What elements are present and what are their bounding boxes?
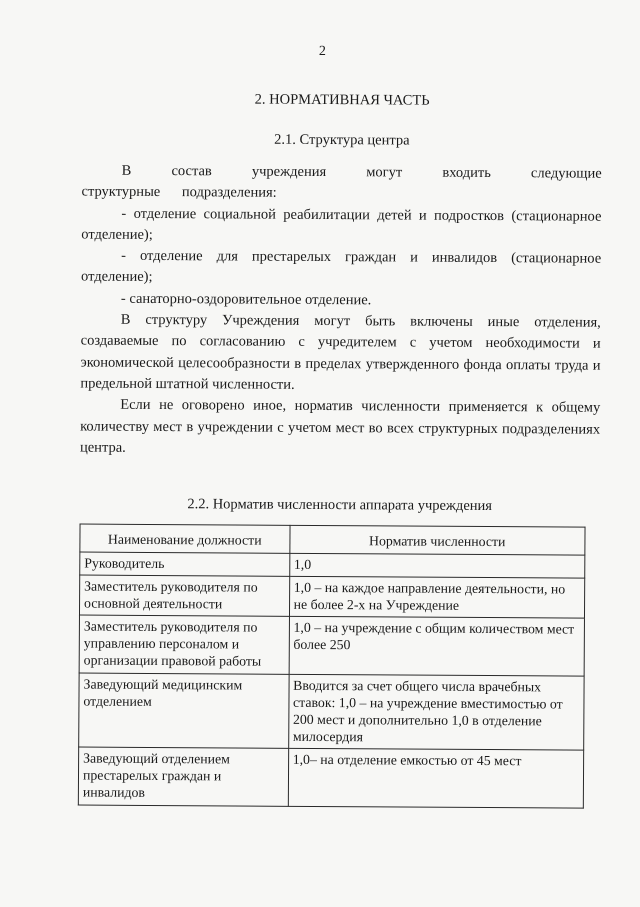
- header-position: Наименование должности: [80, 524, 290, 553]
- norm-cell: 1,0 – на учреждение с общим количеством мест более 250: [289, 616, 585, 676]
- position-cell: Заведующий отделением престарелых граждан и инвалидов: [78, 747, 288, 806]
- position-cell: Заместитель руководителя по основной деятельности: [79, 575, 289, 616]
- table-row: [79, 575, 584, 618]
- page-number: 2: [318, 43, 326, 60]
- body-text: [80, 161, 602, 462]
- section-title: 2. НОРМАТИВНАЯ ЧАСТЬ: [254, 91, 430, 109]
- list-item-rehabilitation: - отделение социальной реабилитации детей и подростков (стационарное отделение);: [81, 205, 602, 243]
- position-cell: Заведующий медицинским отделением: [79, 673, 289, 748]
- norm-cell: 1,0: [289, 553, 585, 578]
- norm-cell: Вводится за счет общего числа врачебных ставок: 1,0 – на учреждение вместимостью от 200 мест и дополнительно 1,0 в отделение милосердия: [288, 674, 584, 750]
- table-row: [78, 747, 583, 808]
- list-item-sanatorium: - санаторно-оздоровительное отделение.: [120, 290, 372, 309]
- subsection-title-staff-norm: 2.2. Норматив численности аппарата учреждения: [187, 496, 493, 515]
- paragraph-norm-scope: Если не оговорено иное, норматив численности применяется к общему количеству мест в учреждении с учетом мест во всех структурных подразделениях центра.: [79, 397, 601, 456]
- norm-cell: 1,0 – на каждое направление деятельности, но не более 2-х на Учреждение: [289, 576, 585, 618]
- table-row: [80, 552, 585, 578]
- table-row: [79, 673, 584, 750]
- table-header-row: [80, 524, 585, 555]
- subsection-title-structure: 2.1. Структура центра: [274, 131, 410, 149]
- header-norm: Норматив численности: [289, 525, 585, 555]
- table-row: [79, 615, 584, 676]
- paragraph-other-departments: В структуру Учреждения могут быть включены иные отделения, создаваемые по согласованию с учредителем с учетом необходимости и экономической целесообразности в пределах утвержденного фонда оплаты труда и предельной штатной численности.: [80, 311, 601, 393]
- paragraph-composition: В состав учреждения могут входить следующие структурные подразделения:: [81, 162, 602, 202]
- staff-norm-table: [78, 524, 586, 809]
- norm-cell: 1,0– на отделение емкостью от 45 мест: [288, 748, 584, 808]
- position-cell: Руководитель: [80, 552, 290, 576]
- position-cell: Заместитель руководителя по управлению персоналом и организации правовой работы: [79, 615, 289, 674]
- list-item-elderly: - отделение для престарелых граждан и инвалидов (стационарное отделение);: [81, 247, 602, 286]
